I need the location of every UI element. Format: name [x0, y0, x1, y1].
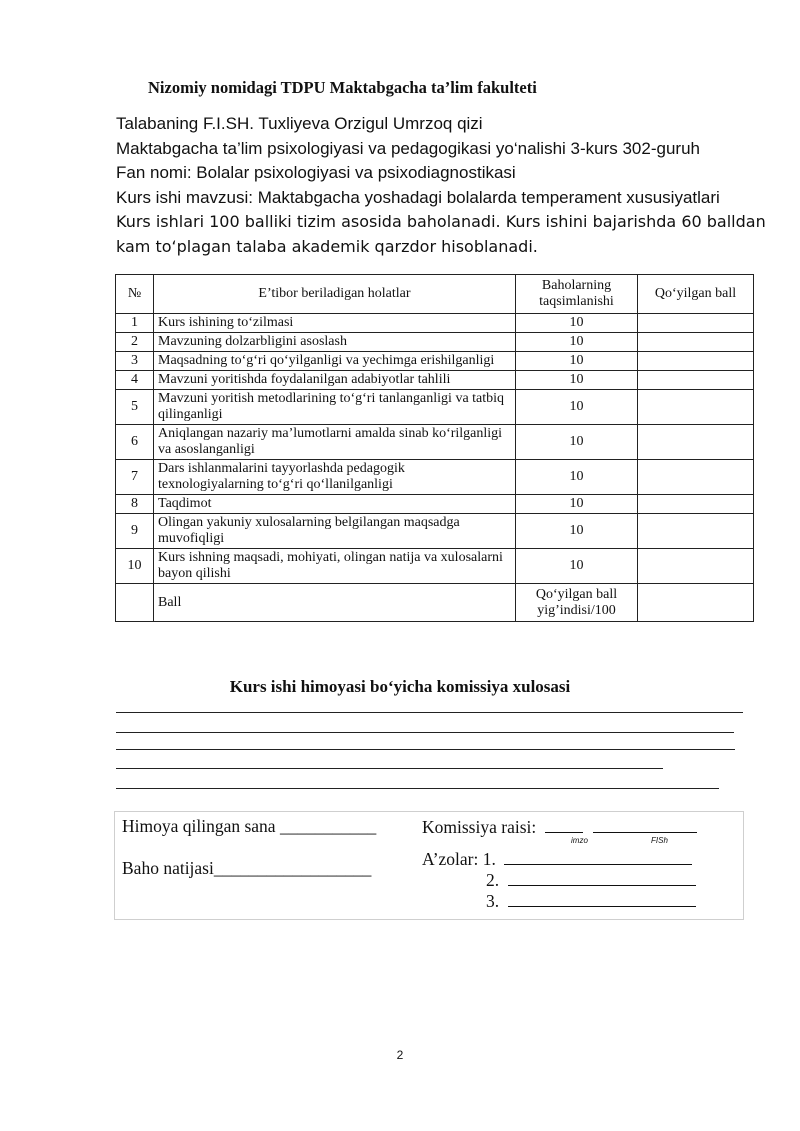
row-max-score: 10: [516, 371, 638, 390]
row-given-score-cell[interactable]: [638, 425, 754, 460]
row-criteria: Mavzuni yoritishda foydalanilgan adabiyotlar tahlili: [154, 371, 516, 390]
table-row: [116, 425, 754, 460]
members-label: A’zolar: 1.: [422, 849, 496, 869]
row-number: 5: [116, 390, 154, 425]
study-direction: Maktabgacha ta’lim psixologiyasi va pedagogikasi yo‘nalishi 3-kurs 302-guruh: [116, 138, 700, 158]
row-criteria: Maqsadning to‘g‘ri qo‘yilganligi va yechimga erishilganligi: [154, 352, 516, 371]
header-given-score: Qo‘yilgan ball: [638, 275, 754, 314]
header-distribution: Baholarning taqsimlanishi: [516, 275, 638, 314]
conclusion-line[interactable]: [116, 712, 743, 713]
total-score-cell[interactable]: [638, 584, 754, 622]
conclusion-line[interactable]: [116, 768, 663, 769]
row-max-score: 10: [516, 549, 638, 584]
row-criteria: Kurs ishining to‘zilmasi: [154, 314, 516, 333]
table-row: [116, 371, 754, 390]
total-number-cell: [116, 584, 154, 622]
table-row: [116, 390, 754, 425]
member-3-line[interactable]: [508, 890, 696, 907]
student-name: Talabaning F.I.SH. Tuxliyeva Orzigul Umrzoq qizi: [116, 114, 483, 133]
row-number: 1: [116, 314, 154, 333]
total-description: Qo‘yilgan ball yig’indisi/100: [516, 584, 638, 622]
row-given-score-cell[interactable]: [638, 549, 754, 584]
commission-title: Kurs ishi himoyasi bo‘yicha komissiya xulosasi: [229, 677, 571, 696]
row-number: 9: [116, 514, 154, 549]
member-3-row: [486, 890, 696, 912]
table-row: [116, 460, 754, 495]
table-row: [116, 495, 754, 514]
chair-label: Komissiya raisi:: [422, 817, 537, 837]
member-2-label: 2.: [486, 870, 500, 890]
row-criteria: Taqdimot: [154, 495, 516, 514]
member-1-line[interactable]: [504, 848, 692, 865]
row-number: 10: [116, 549, 154, 584]
chair-name-line[interactable]: [593, 816, 697, 833]
chair-row: [422, 816, 697, 838]
table-row: [116, 314, 754, 333]
row-given-score-cell[interactable]: [638, 495, 754, 514]
row-given-score-cell[interactable]: [638, 314, 754, 333]
chair-signature-line[interactable]: [545, 816, 583, 833]
row-number: 7: [116, 460, 154, 495]
row-number: 8: [116, 495, 154, 514]
conclusion-line[interactable]: [116, 732, 734, 733]
row-number: 6: [116, 425, 154, 460]
total-row: [116, 584, 754, 622]
row-given-score-cell[interactable]: [638, 390, 754, 425]
row-max-score: 10: [516, 314, 638, 333]
page-number: 2: [396, 1048, 404, 1062]
commission-signature-box: [114, 811, 744, 920]
row-max-score: 10: [516, 390, 638, 425]
member-2-row: [486, 869, 696, 891]
row-number: 2: [116, 333, 154, 352]
row-criteria: Aniqlangan nazariy ma’lumotlarni amalda sinab ko‘rilganligi va asoslanganligi: [154, 425, 516, 460]
member-1-row: [422, 848, 692, 870]
defense-date[interactable]: Himoya qilingan sana ___________: [122, 816, 377, 836]
subject-name: Fan nomi: Bolalar psixologiyasi va psixodiagnostikasi: [116, 163, 516, 182]
row-max-score: 10: [516, 425, 638, 460]
table-header-row: [116, 275, 754, 314]
row-given-score-cell[interactable]: [638, 371, 754, 390]
row-criteria: Olingan yakuniy xulosalarning belgilangan maqsadga muvofiqligi: [154, 514, 516, 549]
row-number: 3: [116, 352, 154, 371]
row-given-score-cell[interactable]: [638, 333, 754, 352]
row-max-score: 10: [516, 352, 638, 371]
row-given-score-cell[interactable]: [638, 352, 754, 371]
grade-result[interactable]: Baho natijasi__________________: [122, 858, 372, 878]
row-criteria: Kurs ishning maqsadi, mohiyati, olingan natija va xulosalarni bayon qilishi: [154, 549, 516, 584]
row-number: 4: [116, 371, 154, 390]
name-hint: FISh: [651, 836, 668, 845]
faculty-heading: Nizomiy nomidagi TDPU Maktabgacha ta’lim fakulteti: [148, 78, 537, 97]
conclusion-line[interactable]: [116, 788, 719, 789]
row-max-score: 10: [516, 333, 638, 352]
member-3-label: 3.: [486, 891, 500, 911]
member-2-line[interactable]: [508, 869, 696, 886]
table-row: [116, 549, 754, 584]
conclusion-line[interactable]: [116, 749, 735, 750]
total-label: Ball: [154, 584, 516, 622]
row-given-score-cell[interactable]: [638, 514, 754, 549]
grading-table: [115, 274, 754, 622]
header-criteria: E’tibor beriladigan holatlar: [154, 275, 516, 314]
grading-note-2: kam to‘plagan talaba akademik qarzdor hisoblanadi.: [116, 236, 538, 256]
row-max-score: 10: [516, 460, 638, 495]
table-row: [116, 352, 754, 371]
header-number: №: [116, 275, 154, 314]
row-criteria: Dars ishlanmalarini tayyorlashda pedagogik texnologiyalarning to‘g‘ri qo‘llanilganligi: [154, 460, 516, 495]
table-row: [116, 333, 754, 352]
row-max-score: 10: [516, 514, 638, 549]
signature-hint: imzo: [571, 836, 588, 845]
row-criteria: Mavzuning dolzarbligini asoslash: [154, 333, 516, 352]
course-topic: Kurs ishi mavzusi: Maktabgacha yoshadagi bolalarda temperament xususiyatlari: [116, 187, 720, 207]
row-given-score-cell[interactable]: [638, 460, 754, 495]
row-max-score: 10: [516, 495, 638, 514]
grading-note-1: Kurs ishlari 100 balliki tizim asosida baholanadi. Kurs ishini bajarishda 60 balldan: [116, 212, 766, 231]
table-row: [116, 514, 754, 549]
student-info: [116, 112, 766, 259]
row-criteria: Mavzuni yoritish metodlarining to‘g‘ri tanlanganligi va tatbiq qilinganligi: [154, 390, 516, 425]
